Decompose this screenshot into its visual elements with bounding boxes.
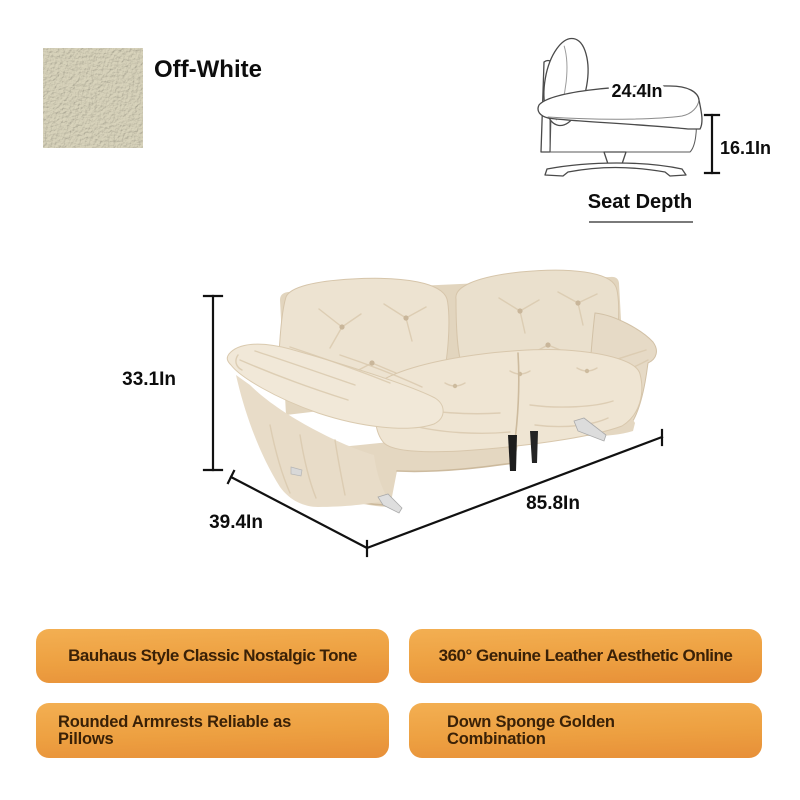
black-leg: [530, 431, 538, 463]
feature-badge: [409, 703, 762, 758]
height-dimension-line: [204, 296, 222, 470]
swatch-color-name: Off-White: [154, 56, 262, 83]
badge-label-line: Combination: [447, 729, 546, 748]
badge-label-line: Rounded Armrests Reliable as: [58, 712, 292, 731]
seat-width-dimension-label: 24.4In: [611, 81, 663, 101]
sofa-side-diagram: [520, 25, 790, 230]
depth-dimension-label: 39.4In: [209, 512, 263, 533]
sofa-front-illustration: [90, 255, 690, 575]
seat-height-dimension-line: [705, 115, 719, 173]
feature-badge: [409, 629, 762, 683]
badge-label-line: Down Sponge Golden: [447, 712, 615, 731]
side-star-base: [545, 163, 686, 176]
side-pedestal: [604, 152, 626, 164]
seat-height-dimension-label: 16.1In: [720, 138, 772, 158]
width-dimension-label: 85.8In: [526, 493, 580, 514]
seat-depth-caption: Seat Depth: [587, 191, 693, 213]
badge-label-line: Pillows: [58, 729, 114, 748]
leather-texture: [43, 48, 143, 148]
black-leg: [508, 435, 517, 471]
feature-badge: [36, 629, 389, 683]
height-dimension-label: 33.1In: [122, 369, 176, 390]
badge-label: Bauhaus Style Classic Nostalgic Tone: [68, 646, 357, 665]
fabric-swatch: [43, 48, 143, 148]
feature-badge: [36, 703, 389, 758]
badge-label: 360° Genuine Leather Aesthetic Online: [438, 646, 733, 665]
chrome-leg-front: [378, 494, 402, 513]
